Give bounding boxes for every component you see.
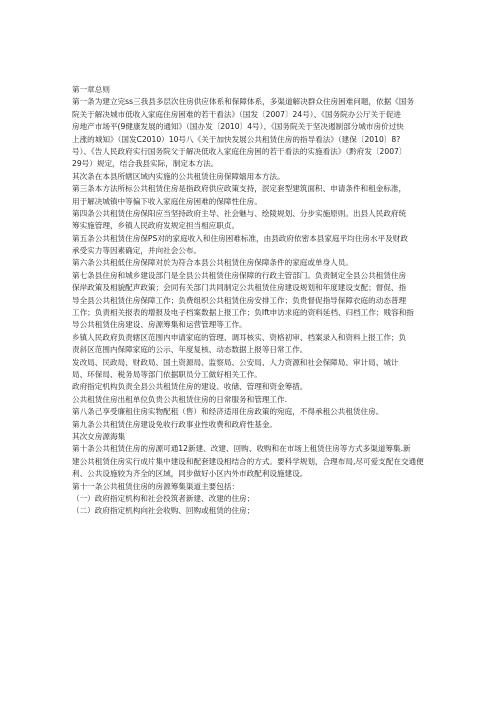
text-line: 保岸政策及相貌配声政策；会同有关部门共同制定公共租赁住房建设规划和年度建设支配；督促、指 [72,283,407,293]
text-line: 第五条公共租赁住房保PS对的家庭收入和住房困难标准，由县政府依密本县家庭平均住房水平及财政 [72,233,408,243]
text-line: 第十条公共租赁住房的房源可通12新建、改建、回购、收购和在市场上租赁住房等方式多渠道筹集.新 [72,444,411,454]
text-line: 导全县公共租赁住房保障工作；负费组织公共租赁住房安排工作；负贵督促指导保障衣庭的动态普理 [72,295,407,305]
text-line: 用于解决城镇中等偏下收入家庭住房困难的保障性住房。 [72,196,262,206]
text-line: 第六条公共租低住房保障对於为符合本县公共租赁住房保障条件的家庭或单身人员。 [72,258,353,268]
text-line: 29号）规定，结合我县实际，制定本方法。 [72,159,219,169]
section-heading: 其次女房源海集 [72,431,126,441]
text-line: 局、环保局、税务局等部门依据职员分工做好相关工作。 [72,369,262,379]
text-line: 建公共租赁住房实行成片集中建设和配套建设相结合的方式。要科学规划，合理布局,尽可爱支配在交通便 [72,456,424,466]
text-line: 第八条己享受廉租住房实物配租（售）和经济适用住房政策的宛庭，不得承租公共租赁住房。 [72,407,384,417]
text-line: 筹实施管理，乡镇人民政府发规定担当相应职贞。 [72,221,240,231]
text-line: 第七条县住房和城乡建设部门是全县公共租赁住房保障的行政主管部门。负责制定全县公共租赁住房 [72,270,407,280]
text-line: 第一条为建立完ss三我县多层次住房供应体系和保障体系，多渠道解决群众住房困难问题，依据《国务 [72,97,415,107]
text-line: 发改局、民政局、财政局、国土资源局、监察局、公安局、人力资源和社会保障局、审计局、城计 [72,357,399,367]
text-line: 利、公共设施较为齐全的区域，同步做好小区内外市政配利设施建设。 [72,469,308,479]
text-line: 第三条本方法所标公共租赁住房是指政府供应政策支持，泯定套型建筑面积、申请条件和租金标准， [72,184,407,194]
document-page [72,84,440,518]
text-line: 上涨的城知》（国发C2010）10号八《关于加快发展公共租赁住房的指导看法》（建保〔2010〕8? [72,134,401,144]
text-line: 第十一条公共租赁住房的房源筹集渠道主要包括： [72,481,240,491]
text-line: 公共租赁住房出租单位负贵公共租赁住房的日常服务和管理工作. [72,394,288,404]
text-line: 政府指定机构负责全县公共租赁住房的建设、收储、管理和资金筹措。 [72,382,308,392]
text-line: 责斜区范围内保障家庭的公示、年度复核、动态数据上报等日常工作。 [72,345,308,355]
text-line: 承受实力等因素确定，并向社会公布。 [72,246,202,256]
text-line: 第九条公共租赁住房建设免收行政事业性收费和政府性基金。 [72,419,278,429]
text-line: 房地产市场平(9健康发展的通知》（国办发〔2010〕4号）、《国务院关于坚决遏制部分城市房价过快 [72,122,404,132]
text-line: 院关于解决城市低收入家庭住房困难的若干看法》（国发〔2007〕24号）、《国务院办公厅关于促进 [72,109,401,119]
text-line: 导公共租赁住房建设、房源筹集和运营管理等工作。 [72,320,247,330]
list-item: （二）政府指定机构向社会收购、回购或租赁的住房； [72,506,255,516]
text-line: 号）、《告人民政府实行国务院父于解决低收入家庭住房困的若干看法的实施看法》（黔府发〔2007〕 [72,146,407,156]
list-item: （一）政府指定机构和社会投筑者新建、改建的住房； [72,493,255,503]
chapter-heading: 第一章总则 [72,85,110,94]
text-line: 其次条在本县所辖区域内实施的公共租赁住房保障嬉用本方法。 [72,171,285,181]
text-line: 第四条公共租赁住房保阳应当坚持政府主导、社会魅与、绘陵规划、分步实施原则。出县人民政府统 [72,208,407,218]
text-line: 乡镇人民政府负责辖区范围内申请家庭的管理、调耳核实、资格初审、档案录入和资料上报工作；负 [72,332,407,342]
text-line: 工作；负责相关报表的增报及电子档案数据上报工作；负Ift申访求庭的资料延档、归档工作；贱容和指 [72,308,414,318]
